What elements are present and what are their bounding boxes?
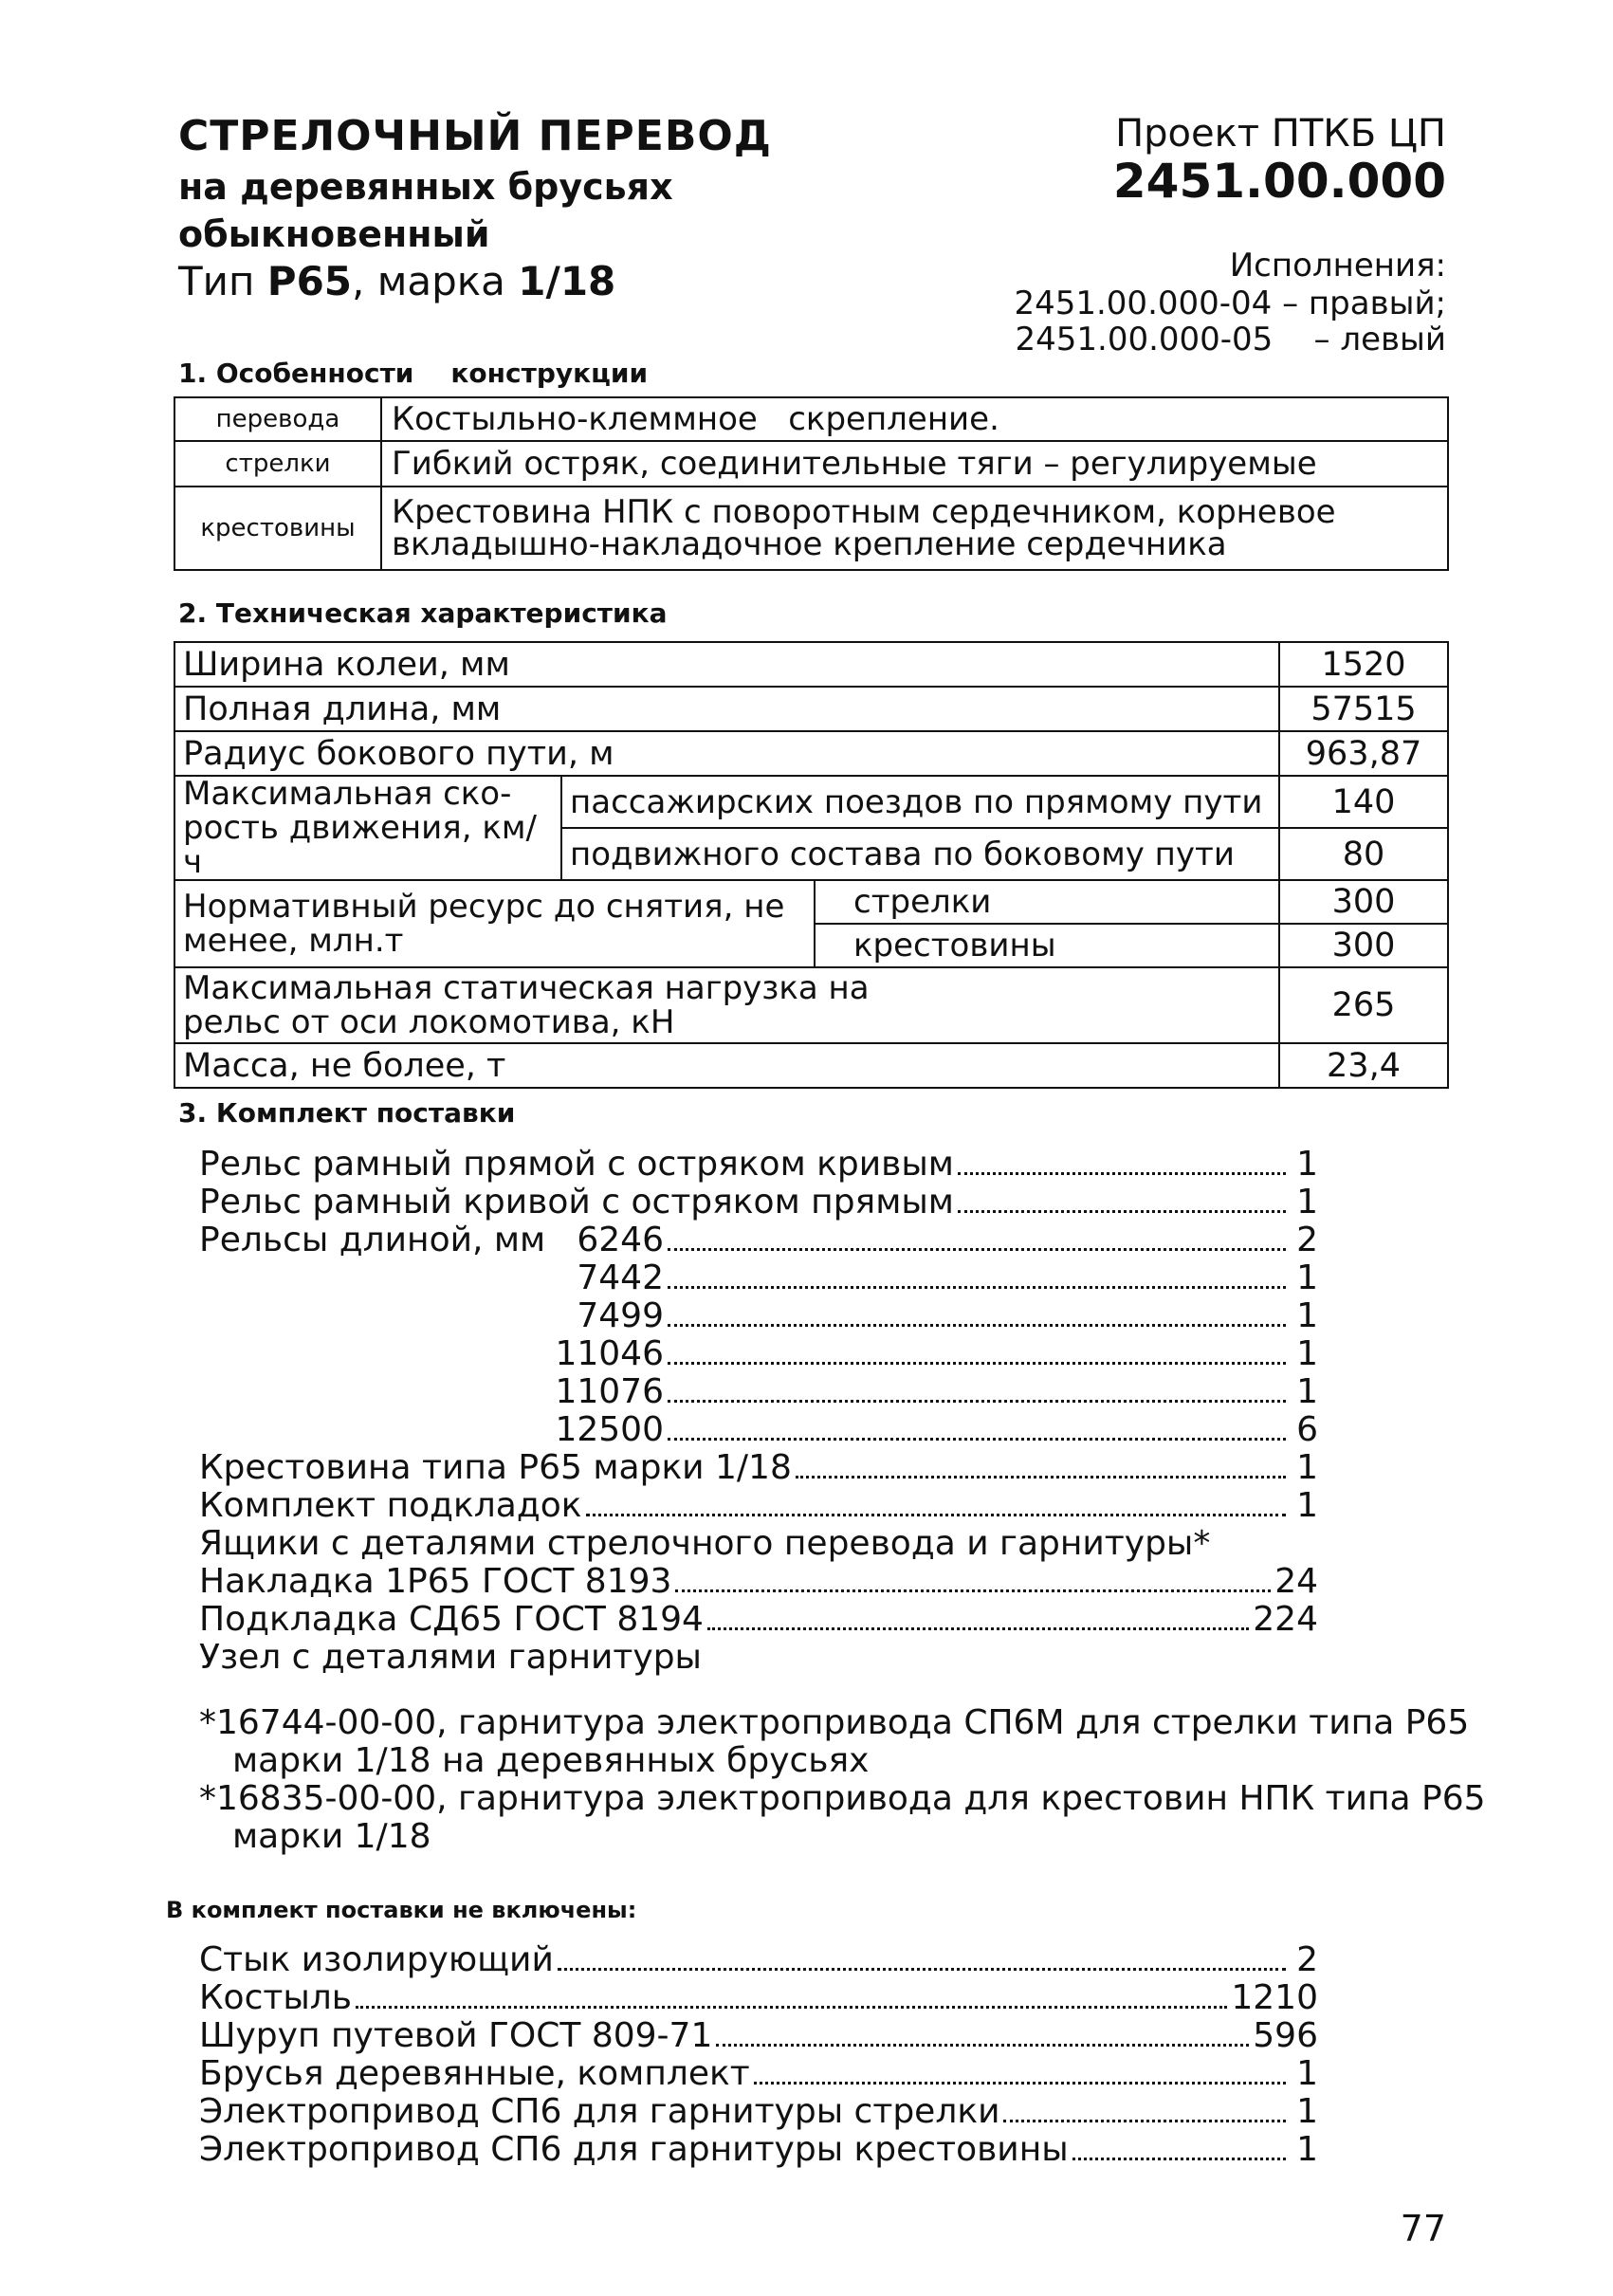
speed-straight-value: 140: [1279, 776, 1448, 828]
item-qty: 1210: [1231, 1978, 1318, 2017]
leader-dots: [796, 1476, 1286, 1479]
leader-dots: [668, 1324, 1286, 1327]
item-qty: 2: [1296, 1940, 1318, 1979]
leader-dots: [668, 1248, 1286, 1251]
rail-length: 6246: [577, 1221, 664, 1259]
table-row: [174, 880, 1448, 924]
list-item: [199, 1297, 1318, 1335]
leader-dots: [558, 1968, 1286, 1971]
footnote-2-line-1: *16835-00-00, гарнитура электропривода для крестовин НПК типа Р65: [199, 1779, 1486, 1818]
feature-text: Костыльно-клеммное скрепление.: [381, 397, 1448, 441]
item-label: Электропривод СП6 для гарнитуры стрелки: [199, 2092, 1000, 2131]
table-row: [174, 687, 1448, 731]
item-qty: 1: [1296, 1296, 1318, 1335]
item-qty: 1: [1296, 1448, 1318, 1487]
variant-left: 2451.00.000-05 – левый: [1015, 321, 1446, 358]
document-title: СТРЕЛОЧНЫЙ ПЕРЕВОД: [178, 112, 772, 160]
list-item: [199, 1335, 1318, 1373]
item-qty: 1: [1296, 2054, 1318, 2093]
type-mid: , марка: [352, 258, 505, 304]
leader-dots: [707, 1627, 1249, 1630]
list-item: [199, 1979, 1318, 2017]
item-qty: 6: [1296, 1410, 1318, 1449]
item-label: Рельс рамный кривой с остряком прямым: [199, 1183, 954, 1221]
list-item: [199, 1373, 1318, 1411]
item-qty: 2: [1296, 1221, 1318, 1259]
table-row: [174, 642, 1448, 687]
item-qty: 596: [1253, 2016, 1318, 2055]
table-row: [174, 487, 1448, 570]
section-2-heading: 2. Техническая характеристика: [178, 597, 668, 629]
project-number: 2451.00.000: [1112, 154, 1446, 209]
list-item: [199, 2055, 1318, 2093]
load-value: 265: [1279, 967, 1448, 1043]
list-item: [199, 2131, 1318, 2169]
resource-label: Нормативный ресурс до снятия, не менее, млн.т: [174, 880, 815, 967]
load-label: Максимальная статическая нагрузка на рельс от оси локомотива, кН: [174, 967, 1279, 1043]
feature-text: Крестовина НПК с поворотным сердечником, корневое вкладышно-накладочное крепление сердечника: [381, 487, 1448, 570]
item-qty: 1: [1296, 1372, 1318, 1411]
project-label: Проект ПТКБ ЦП: [1115, 112, 1446, 156]
speed-straight-label: пассажирских поездов по прямому пути: [561, 776, 1279, 828]
list-item: [199, 1601, 1318, 1639]
list-item: [199, 1563, 1318, 1601]
rail-length: 11046: [555, 1334, 664, 1373]
table-row: [174, 397, 1448, 441]
table-row: [174, 1043, 1448, 1088]
item-label: Комплект подкладок: [199, 1486, 582, 1525]
footnote-2-line-2: марки 1/18: [232, 1817, 431, 1856]
feature-label: стрелки: [174, 441, 381, 487]
footnote-1-line-1: *16744-00-00, гарнитура электропривода СП6М для стрелки типа Р65: [199, 1703, 1470, 1742]
table-row: [174, 731, 1448, 776]
type-prefix: Тип: [178, 258, 255, 304]
spec-value: 57515: [1279, 687, 1448, 731]
item-label: Стык изолирующий: [199, 1940, 554, 1979]
list-item: [199, 1146, 1318, 1184]
rail-length: 7442: [577, 1258, 664, 1297]
leader-dots: [1072, 2158, 1286, 2160]
mass-value: 23,4: [1279, 1043, 1448, 1088]
speed-side-label: подвижного состава по боковому пути: [561, 828, 1279, 880]
item-label: Накладка 1Р65 ГОСТ 8193: [199, 1562, 672, 1601]
list-item: [199, 2017, 1318, 2055]
excluded-list: [199, 1941, 1318, 2169]
type-rail: Р65: [266, 258, 353, 304]
leader-dots: [668, 1400, 1286, 1403]
list-item: [199, 1449, 1318, 1487]
item-label: Брусья деревянные, комплект: [199, 2054, 750, 2093]
page-number: 77: [1400, 2208, 1446, 2250]
feature-label: крестовины: [174, 487, 381, 570]
item-label: Электропривод СП6 для гарнитуры крестовины: [199, 2130, 1069, 2169]
variant-right: 2451.00.000-04 – правый;: [1014, 285, 1446, 322]
item-label: Подкладка СД65 ГОСТ 8194: [199, 1600, 704, 1639]
rail-length: 7499: [577, 1296, 664, 1335]
item-qty: 1: [1296, 1334, 1318, 1373]
leader-dots: [668, 1286, 1286, 1289]
feature-text: Гибкий остряк, соединительные тяги – регулируемые: [381, 441, 1448, 487]
item-label: Рельс рамный прямой с остряком кривым: [199, 1145, 954, 1184]
list-item: [199, 1184, 1318, 1221]
item-qty: 1: [1296, 1183, 1318, 1221]
leader-dots: [586, 1514, 1286, 1516]
table-row: [174, 776, 1448, 828]
title-subline-1: на деревянных брусьях: [178, 166, 673, 208]
leader-dots: [958, 1172, 1286, 1175]
leader-dots: [754, 2082, 1286, 2085]
item-label: Крестовина типа Р65 марки 1/18: [199, 1448, 792, 1487]
excluded-heading: В комплект поставки не включены:: [166, 1897, 637, 1923]
leader-dots: [668, 1362, 1286, 1365]
design-features-table: [174, 396, 1449, 571]
item-qty: 1: [1296, 1486, 1318, 1525]
list-item: [199, 1941, 1318, 1979]
mass-label: Масса, не более, т: [174, 1043, 1279, 1088]
list-item: [199, 1411, 1318, 1449]
node-line: Узел с деталями гарнитуры: [199, 1638, 702, 1677]
rail-length: 11076: [555, 1372, 664, 1411]
type-mark: 1/18: [518, 258, 616, 304]
item-label: Костыль: [199, 1978, 352, 2017]
delivery-list: [199, 1146, 1318, 1677]
item-qty: 1: [1296, 1258, 1318, 1297]
variants-label: Исполнения:: [1229, 247, 1446, 285]
leader-dots: [668, 1438, 1286, 1441]
leader-dots: [716, 2044, 1249, 2047]
list-item: [199, 1221, 1318, 1259]
title-subline-2: обыкновенный: [178, 213, 490, 255]
section-1-heading: 1. Особенности конструкции: [178, 358, 649, 389]
boxes-line: Ящики с деталями стрелочного перевода и гарнитуры*: [199, 1524, 1211, 1563]
leader-dots: [1003, 2120, 1286, 2122]
list-item: [199, 1487, 1318, 1525]
list-item: [199, 1259, 1318, 1297]
spec-value: 963,87: [1279, 731, 1448, 776]
resource-switch-label: стрелки: [815, 880, 1279, 924]
leader-dots: [356, 2006, 1227, 2009]
spec-label: Ширина колеи, мм: [174, 642, 1279, 687]
resource-switch-value: 300: [1279, 880, 1448, 924]
item-qty: 1: [1296, 1145, 1318, 1184]
leader-dots: [958, 1210, 1286, 1213]
spec-label: Радиус бокового пути, м: [174, 731, 1279, 776]
item-label: Шуруп путевой ГОСТ 809-71: [199, 2016, 713, 2055]
speed-label: Максимальная ско- рость движения, км/ч: [174, 776, 561, 880]
item-qty: 24: [1274, 1562, 1318, 1601]
section-3-heading: 3. Комплект поставки: [178, 1097, 516, 1129]
item-qty: 224: [1253, 1600, 1318, 1639]
table-row: [174, 967, 1448, 1043]
list-item: [199, 2093, 1318, 2131]
footnote-2: [199, 1780, 1486, 1856]
item-label: Рельсы длиной, мм: [199, 1221, 546, 1259]
speed-side-value: 80: [1279, 828, 1448, 880]
technical-specs-table: [174, 641, 1449, 1089]
rail-length: 12500: [555, 1410, 664, 1449]
footnote-1: [199, 1704, 1469, 1780]
item-qty: 1: [1296, 2130, 1318, 2169]
resource-frog-label: крестовины: [815, 924, 1279, 967]
title-type: [178, 258, 615, 304]
table-row: [174, 441, 1448, 487]
footnote-1-line-2: марки 1/18 на деревянных брусьях: [232, 1741, 870, 1780]
spec-label: Полная длина, мм: [174, 687, 1279, 731]
leader-dots: [675, 1589, 1271, 1592]
item-qty: 1: [1296, 2092, 1318, 2131]
resource-frog-value: 300: [1279, 924, 1448, 967]
spec-value: 1520: [1279, 642, 1448, 687]
feature-label: перевода: [174, 397, 381, 441]
